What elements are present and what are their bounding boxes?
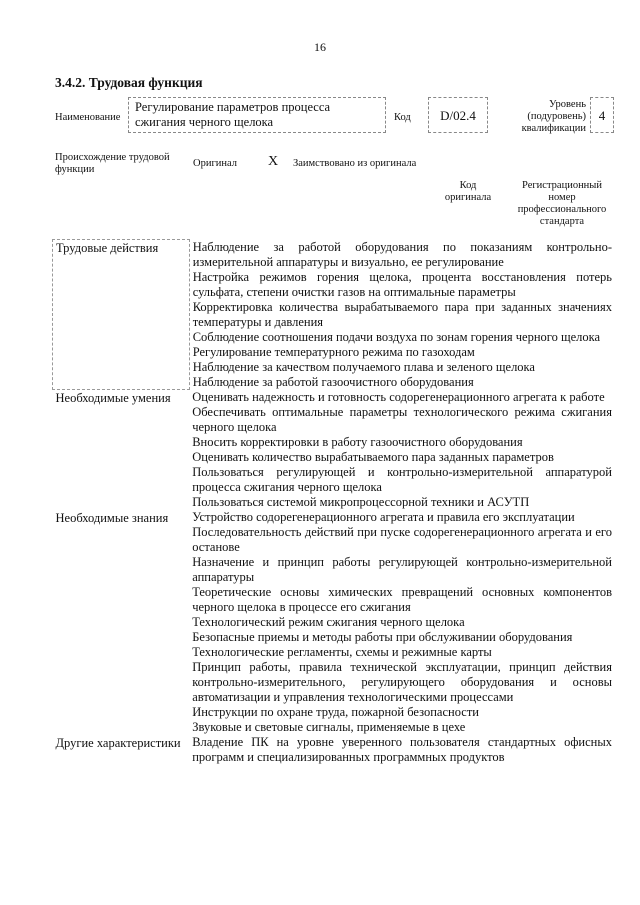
section-row (53, 240, 613, 390)
level-label: Уровень (подуровень) квалификации (521, 99, 586, 134)
function-table (52, 239, 612, 765)
code-label: Код (394, 112, 411, 123)
list-item: Инструкции по охране труда, пожарной безопасности (192, 704, 479, 719)
section-title: 3.4.2. Трудовая функция (55, 75, 203, 90)
section-items (189, 735, 612, 765)
list-item: Соблюдение соотношения подачи воздуха по зонам горения черного щелока (192, 329, 601, 344)
section-label: Необходимые знания (55, 510, 169, 525)
section-row (53, 390, 613, 510)
list-item: Звуковые и световые сигналы, применяемые в цехе (192, 719, 466, 734)
list-item: Корректировка количества вырабатываемого пара при заданных значениях температуры и давления (192, 299, 612, 329)
level-value: 4 (598, 108, 606, 123)
level-box (590, 97, 614, 133)
function-name: Регулирование параметров процесса сжигания черного щелока (135, 100, 331, 129)
origin-mark: X (268, 154, 279, 169)
list-item: Пользоваться регулирующей и контрольно-измерительной аппаратурой процесса сжигания черного щелока (192, 464, 612, 494)
section-items (189, 390, 612, 510)
section-items (189, 240, 612, 390)
list-item: Устройство содорегенерационного агрегата и правила его эксплуатации (192, 509, 575, 524)
list-item: Технологический режим сжигания черного щелока (192, 614, 465, 629)
list-item: Пользоваться системой микропроцессорной техники и АСУТП (192, 494, 530, 509)
list-item: Безопасные приемы и методы работы при обслуживании оборудования (192, 629, 573, 644)
reg-number-label: Регистрационный номер профессионального стандарта (517, 180, 607, 227)
list-item: Оценивать количество вырабатываемого пара заданных параметров (192, 449, 554, 464)
list-item: Последовательность действий при пуске содорегенерационного агрегата и его останове (192, 524, 612, 554)
section-items (189, 510, 612, 735)
list-item: Наблюдение за качеством получаемого плава и зеленого щелока (192, 359, 535, 374)
code-value: D/02.4 (440, 108, 476, 123)
section-label: Необходимые умения (55, 391, 171, 405)
list-item: Технологические регламенты, схемы и режимные карты (192, 644, 492, 659)
section-row (53, 510, 613, 735)
list-item: Теоретические основы химических превращений основных компонентов черного щелока в процессе его сжигания (192, 584, 612, 614)
section-label: Трудовые действия (53, 240, 190, 390)
list-item: Обеспечивать оптимальные параметры технологического режима сжигания черного щелока (192, 404, 612, 434)
list-item: Настройка режимов горения щелока, процента восстановления потерь сульфата, степени очистки газов на оптимальные параметры (192, 269, 612, 299)
origin-original: Оригинал (193, 158, 237, 169)
origin-code-label: Код оригинала (444, 180, 492, 203)
list-item: Наблюдение за работой газоочистного оборудования (192, 374, 474, 389)
code-box (428, 97, 488, 133)
function-name-box (128, 97, 386, 133)
list-item: Принцип работы, правила технической эксплуатации, принцип действия контрольно-измерительного, регулирующего оборудования и основы автоматизации и управления технологическими процессами (192, 659, 612, 704)
list-item: Назначение и принцип работы регулирующей контрольно-измерительной аппаратуры (192, 554, 612, 584)
list-item: Оценивать надежность и готовность содорегенерационного агрегата к работе (192, 389, 605, 404)
page-number: 16 (314, 40, 326, 54)
section-label: Другие характеристики (55, 735, 181, 750)
list-item: Владение ПК на уровне уверенного пользователя стандартных офисных программ и специализированных программных продуктов (192, 734, 612, 764)
list-item: Наблюдение за работой оборудования по показаниям контрольно-измерительной аппаратуры и визуально, ее регулирование (192, 239, 612, 269)
name-label: Наименование (55, 112, 121, 123)
origin-borrowed: Заимствовано из оригинала (293, 158, 417, 169)
list-item: Регулирование температурного режима по газоходам (192, 344, 475, 359)
section-row (53, 735, 613, 765)
origin-label: Происхождение трудовой функции (55, 152, 170, 175)
list-item: Вносить корректировки в работу газоочистного оборудования (192, 434, 523, 449)
